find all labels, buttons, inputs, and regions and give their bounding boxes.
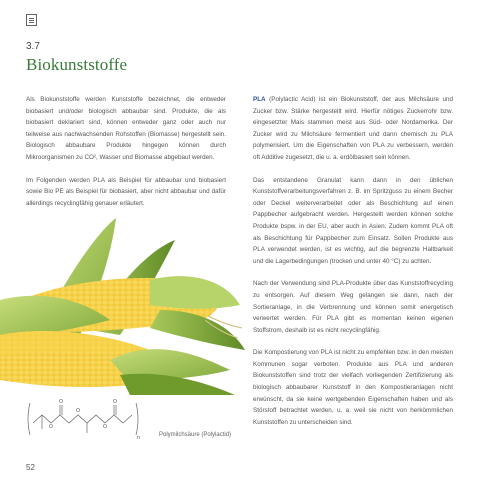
formula-n-subscript: n — [137, 435, 141, 441]
oxygen-label: O — [59, 399, 63, 405]
right-column — [253, 94, 453, 428]
paragraph: Die Kompostierung von PLA ist nicht zu empfehlen bzw. in den meisten Kommunen sogar verboten. Produkte aus PLA und anderen Biokunststoffen sind trotz der vielfach vorliegenden Zertifizierung als biologisch abbaubarer Kunststoff in den Kompostieranlagen nicht erwünscht, da sie keine wertgebenden Eigenschaften haben und als Störstoff betrachtet werden, u. a. weil sie nicht von herkömmlichen Kunststoffen zu unterscheiden sind. — [253, 349, 453, 426]
oxygen-label: O — [49, 424, 53, 430]
oxygen-label: O — [76, 408, 80, 414]
page-title: Biokunststoffe — [26, 55, 128, 74]
left-column — [26, 94, 226, 209]
paragraph: Als Biokunststoffe werden Kunststoffe bezeichnet, die entweder biobasiert und/oder biologisch abbaubar sind. Produkte, die als biobasiert deklariert sind, können entweder ganz oder auch nur teilweise aus nachwachsenden Rohstoffen (Biomasse) hergestellt sein. Biologisch abbaubare Produkte hingegen können durch Mikroorganismen zu CO², Wasser und Biomasse abgebaut werden. — [26, 96, 226, 161]
page-number: 52 — [26, 463, 35, 472]
paragraph: Nach der Verwendung sind PLA-Produkte über das Kunststoffrecycling zu entsorgen. Auf diesem Weg gelangen sie dann, nach der Sortieranlage, in die Verbrennung und können somit energetisch verwertet werden. Für PLA gibt es momentan keinen eigenen Stoffstrom, deshalb ist es nicht recyclingfähig. — [253, 280, 453, 334]
paragraph-text: (Polylactic Acid) ist ein Biokunststoff, der aus Milchsäure und Zucker bzw. Stärke hergestellt wird. Hierfür nötiges Zuckerrohr bzw. eingesetzter Mais stammen meist aus Süd- oder Nordamerika. Der Zucker wird zu Milchsäure fermentiert und dann chemisch zu PLA polymerisiert. Um die Eigenschaften von PLA zu verbessern, werden oft Additive zugesetzt, die u. a. erdölbasiert sein können. — [253, 96, 453, 161]
paragraph — [253, 94, 453, 164]
pla-term: PLA — [253, 96, 266, 103]
figure-caption: Polymilchsäure (Polylactid) — [159, 432, 232, 438]
document-icon — [26, 14, 37, 26]
section-number: 3.7 — [26, 41, 40, 52]
pla-structural-formula — [24, 393, 144, 443]
paragraph: Im Folgenden werden PLA als Beispiel für abbaubar und biobasiert sowie Bio PE als Beispiel für biobasiert, aber nicht abbaubar und dafür allerdings recyclingfähig genauer erläutert. — [26, 176, 226, 207]
oxygen-label: O — [113, 399, 117, 405]
paragraph: Das entstandene Granulat kann dann in den üblichen Kunststoffverarbeitungsverfahren z. B. im Spritzguss zu einem Becher oder Deckel weiterverarbeitet oder als Beschichtung auf einen Pappbecher aufgebracht werden. Hergestellt werden können solche Produkte bspw. in der EU, aber auch in Asien. Zudem kommt PLA oft als Beschichtung für Pappbecher zum Einsatz. Sollen Produkte aus PLA verwendet werden, ist es wichtig, auf die begrenzte Haltbarkeit und die Lagerbedingungen (trocken und unter 40 °C) zu achten. — [253, 176, 453, 265]
corn-illustration — [0, 210, 245, 395]
oxygen-label: O — [103, 424, 107, 430]
